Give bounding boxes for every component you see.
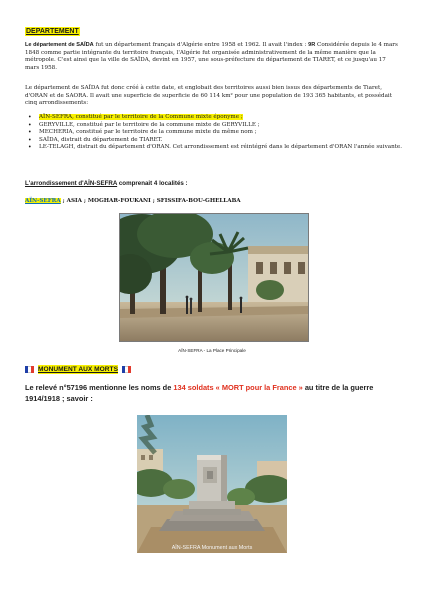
section-title: DEPARTEMENT xyxy=(26,28,79,35)
localities-line xyxy=(25,198,241,206)
french-flag-icon xyxy=(25,366,34,373)
arr-name: SAÏDA xyxy=(39,136,58,143)
index-code: 9R xyxy=(308,42,316,48)
arrondissement-heading xyxy=(25,180,188,188)
monument-paragraph xyxy=(25,382,405,404)
arr-name: AÏN-SEFRA xyxy=(39,114,73,120)
locality-link[interactable]: AÏN-SEFRA xyxy=(25,198,61,204)
heading-name: AÏN-SEFRA xyxy=(83,180,118,187)
other-localities: ; ASIA ; MOGHAR-FOUKANI ; SFISSIFA-BOU-GHELLABA xyxy=(60,198,241,204)
intro-lead: Le département de SAÏDA xyxy=(25,42,94,48)
creation-paragraph: Le département de SAÏDA fut donc créé à cette date, et englobait des territoires aussi bien issus des départements de Tiaret, d'ORAN et de SAORA. Il avait une superficie de superficie de 60 114 km² pour une population de 193 365 habitants, et possédait cinq arrondissements: xyxy=(25,85,392,107)
arr-desc: , distrait du département de TIARET. xyxy=(57,136,163,143)
square-photo-caption: AÏN-SEFRA - La Place Principale xyxy=(178,348,246,353)
arr-name: GERYVILLE xyxy=(39,121,74,128)
monument-photo-illustration xyxy=(137,415,287,553)
heading-prefix: L'arrondissement d' xyxy=(25,180,84,187)
intro-paragraph xyxy=(25,42,400,72)
intro-text-2: Considérée depuis le 4 mars 1848 comme partie intégrante du territoire français, l'Algérie fut organisée administrativement de la même manière que la métropole. C'est ainsi que la ville de SAÏDA, devint en 1957, une sous-préfecture du département de TIARET, et ce jusqu'au 17 mars 1958. xyxy=(25,42,398,71)
monument-heading xyxy=(25,364,131,374)
arrondissement-list xyxy=(25,114,405,152)
mort-text-before: Le relevé n°57196 mentionne les noms de xyxy=(25,383,174,392)
intro-text-1: fut un département français d'Algérie entre 1958 et 1962. Il avait l'index : xyxy=(93,42,309,48)
monument-photo xyxy=(137,415,287,553)
list-item xyxy=(25,129,405,137)
arr-name: MECHERIA xyxy=(39,129,73,136)
mort-text-after: au titre de la guerre 1914/1918 ; savoir : xyxy=(25,383,374,403)
arr-name: LE-TELAGH xyxy=(39,144,74,151)
list-item xyxy=(25,144,405,152)
list-item xyxy=(25,114,405,122)
french-flag-icon xyxy=(122,366,131,373)
monument-title: MONUMENT AUX MORTS xyxy=(38,365,118,373)
square-photo-illustration xyxy=(120,214,308,341)
soldier-count: 134 soldats « MORT pour la France » xyxy=(173,383,303,392)
arr-desc: , constitué par le territoire de la commune mixte de GERYVILLE ; xyxy=(73,121,260,128)
arr-desc: , distrait du département d'ORAN. Cet arrondissement est réintégré dans le département d'ORAN l'année suivante. xyxy=(73,144,403,151)
monument-photo-caption: AÏN-SEFRA Monument aux Morts xyxy=(171,545,253,551)
arr-desc: , constitué par le territoire de la commune mixte du même nom ; xyxy=(72,129,257,136)
heading-suffix: comprenait 4 localités : xyxy=(117,180,188,187)
arr-desc: , constitué par le territoire de la Commune mixte éponyme ; xyxy=(72,114,243,120)
ain-sefra-square-photo xyxy=(119,213,309,342)
